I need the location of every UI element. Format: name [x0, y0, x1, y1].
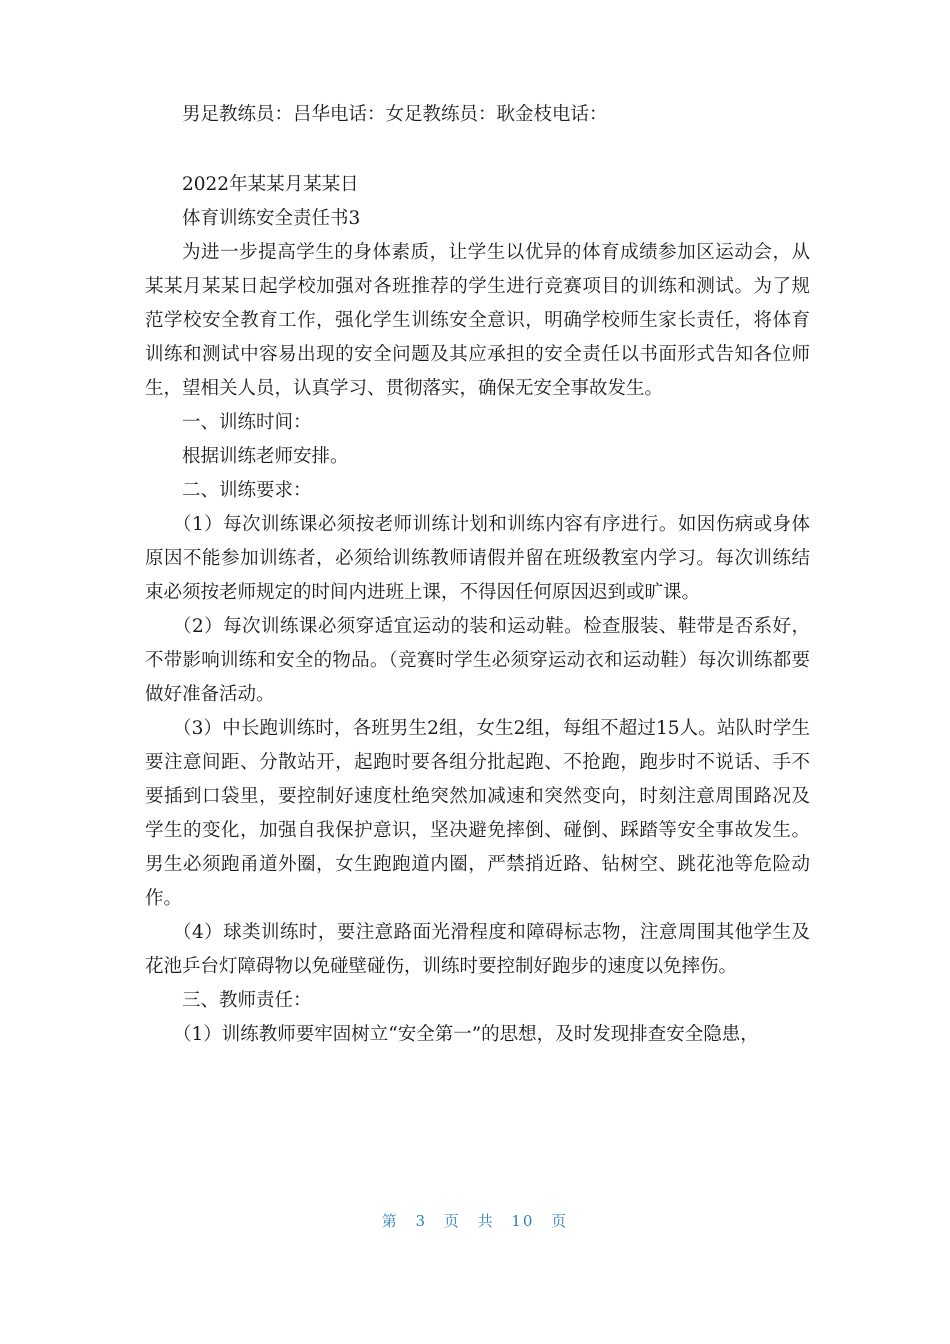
- heading-training-requirements: 二、训练要求：: [182, 480, 312, 501]
- heading-teacher-responsibility: 三、教师责任：: [182, 990, 312, 1011]
- paragraph-requirement-2: （2）每次训练课必须穿适宜运动的装和运动鞋。检查服装、鞋带是否系好，不带影响训练和安全的物品。（竞赛时学生必须穿运动衣和运动鞋）每次训练都要做好准备活动。: [145, 616, 810, 705]
- paragraph-teacher-responsibility-1: （1）训练教师要牢固树立“安全第一”的思想，及时发现排查安全隐患，: [173, 1024, 759, 1045]
- paragraph-intro: 为进一步提高学生的身体素质，让学生以优异的体育成绩参加区运动会，从某某月某某日起学校加强对各班推荐的学生进行竞赛项目的训练和测试。为了规范学校安全教育工作，强化学生训练安全意识，明确学校师生家长责任，将体育训练和测试中容易出现的安全问题及其应承担的安全责任以书面形式告知各位师生，望相关人员，认真学习、贯彻落实，确保无安全事故发生。: [145, 242, 810, 399]
- section-title: 体育训练安全责任书3: [182, 208, 361, 229]
- paragraph-date: 2022年某某月某某日: [182, 174, 359, 195]
- paragraph-training-time: 根据训练老师安排。: [182, 446, 349, 467]
- document-body: [145, 98, 810, 1052]
- paragraph-coach-contacts: 男足教练员：吕华电话：女足教练员：耿金枝电话：: [182, 104, 608, 125]
- page-number-footer: 第 3 页 共 10 页: [381, 1212, 569, 1230]
- paragraph-requirement-1: （1）每次训练课必须按老师训练计划和训练内容有序进行。如因伤病或身体原因不能参加训练者，必须给训练教师请假并留在班级教室内学习。每次训练结束必须按老师规定的时间内进班上课，不得因任何原因迟到或旷课。: [145, 514, 810, 603]
- paragraph-requirement-4: （4）球类训练时，要注意路面光滑程度和障碍标志物，注意周围其他学生及花池乒台灯障碍物以免碰壁碰伤，训练时要控制好跑步的速度以免摔伤。: [145, 922, 810, 977]
- paragraph-requirement-3: （3）中长跑训练时，各班男生2组，女生2组，每组不超过15人。站队时学生要注意间距、分散站开，起跑时要各组分批起跑、不抢跑，跑步时不说话、手不要插到口袋里，要控制好速度杜绝突然加减速和突然变向，时刻注意周围路况及学生的变化，加强自我保护意识，坚决避免摔倒、碰倒、踩踏等安全事故发生。男生必须跑甬道外圈，女生跑跑道内圈，严禁捎近路、钻树空、跳花池等危险动作。: [145, 718, 810, 909]
- heading-training-time: 一、训练时间：: [182, 412, 312, 433]
